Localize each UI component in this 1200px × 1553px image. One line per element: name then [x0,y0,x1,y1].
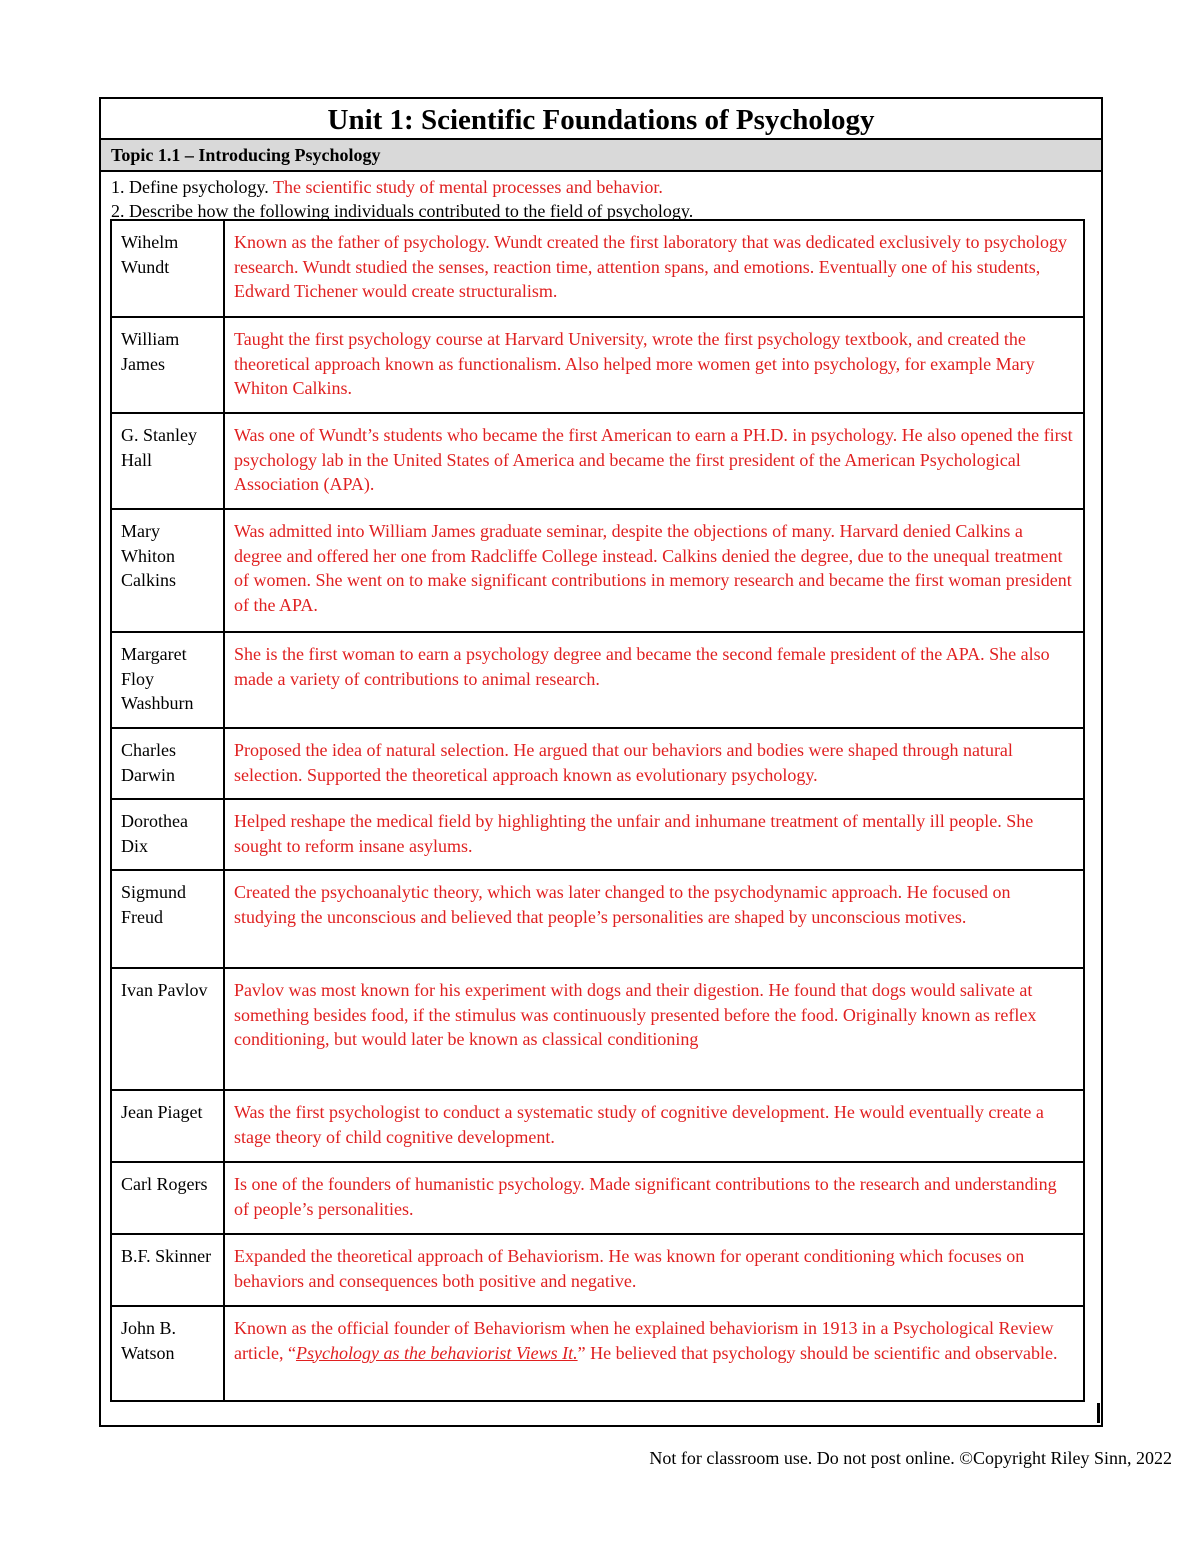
table-row [111,799,1084,870]
person-description: Was the first psychologist to conduct a systematic study of cognitive development. He would eventually create a stage theory of child cognitive development. [224,1090,1084,1162]
page-title: Unit 1: Scientific Foundations of Psychology [101,99,1101,140]
question-1-prompt: 1. Define psychology. [111,177,273,197]
question-2: 2. Describe how the following individuals contributed to the field of psychology. [111,201,694,221]
person-description: Proposed the idea of natural selection. He argued that our behaviors and bodies were shaped through natural selection. Supported the theoretical approach known as evolutionary psychology. [224,728,1084,799]
table-row [111,870,1084,968]
person-name: G. Stanley Hall [111,413,224,509]
contributors-table [110,219,1085,1402]
worksheet-frame [99,97,1103,1427]
table-row [111,728,1084,799]
person-description: She is the first woman to earn a psychology degree and became the second female president of the APA. She also made a variety of contributions to animal research. [224,632,1084,728]
person-name: Wihelm Wundt [111,220,224,317]
table-row [111,317,1084,413]
margin-mark [1097,1403,1100,1423]
article-title-link[interactable]: Psychology as the behaviorist Views It. [295,1342,578,1363]
person-name: Margaret Floy Washburn [111,632,224,728]
table-row [111,1162,1084,1234]
table-row [111,632,1084,728]
person-name: Jean Piaget [111,1090,224,1162]
table-row [111,413,1084,509]
person-name: Charles Darwin [111,728,224,799]
person-name: John B. Watson [111,1306,224,1401]
copyright-footer: Not for classroom use. Do not post online. ©Copyright Riley Sinn, 2022 [649,1448,1172,1468]
person-description: Was admitted into William James graduate seminar, despite the objections of many. Harvard denied Calkins a degree and offered her one from Radcliffe College instead. Calkins denied the degree, due to the unequal treatment of women. She went on to make significant contributions in memory research and became the first woman president of the APA. [224,509,1084,632]
table-row [111,1306,1084,1401]
person-name: Mary Whiton Calkins [111,509,224,632]
person-description: Created the psychoanalytic theory, which was later changed to the psychodynamic approach. He focused on studying the unconscious and believed that people’s personalities are shaped by unconscious motives. [224,870,1084,968]
person-name: Sigmund Freud [111,870,224,968]
person-description [224,1306,1084,1401]
table-row [111,968,1084,1090]
person-name: Carl Rogers [111,1162,224,1234]
person-description: Is one of the founders of humanistic psychology. Made significant contributions to the research and understanding of people’s personalities. [224,1162,1084,1234]
person-description: Was one of Wundt’s students who became the first American to earn a PH.D. in psychology. He also opened the first psychology lab in the United States of America and became the first president of the American Psychological Association (APA). [224,413,1084,509]
description-text: ” He believed that psychology should be scientific and observable. [577,1342,1058,1363]
person-description: Pavlov was most known for his experiment with dogs and their digestion. He found that dogs would salivate at something besides food, if the stimulus was continuously presented before the food. Originally known as reflex conditioning, but would later be known as classical conditioning [224,968,1084,1090]
person-name: B.F. Skinner [111,1234,224,1306]
person-name: Dorothea Dix [111,799,224,870]
table-row [111,509,1084,632]
question-1-answer: The scientific study of mental processes and behavior. [272,177,663,197]
description-text: Known as the official founder of Behaviorism when he explained behaviorism in 1913 in a Psychological Review article, “ [234,1318,1054,1363]
person-name: William James [111,317,224,413]
person-description: Taught the first psychology course at Harvard University, wrote the first psychology textbook, and created the theoretical approach known as functionalism. Also helped more women get into psychology, for example Mary Whiton Calkins. [224,317,1084,413]
table-row [111,1234,1084,1306]
person-description: Helped reshape the medical field by highlighting the unfair and inhumane treatment of mentally ill people. She sought to reform insane asylums. [224,799,1084,870]
table-row [111,220,1084,317]
topic-header: Topic 1.1 – Introducing Psychology [101,140,1101,172]
person-name: Ivan Pavlov [111,968,224,1090]
person-description: Known as the father of psychology. Wundt created the first laboratory that was dedicated exclusively to psychology research. Wundt studied the senses, reaction time, attention spans, and emotions. Eventually one of his students, Edward Tichener would create structuralism. [224,220,1084,317]
table-row [111,1090,1084,1162]
person-description: Expanded the theoretical approach of Behaviorism. He was known for operant conditioning which focuses on behaviors and consequences both positive and negative. [224,1234,1084,1306]
question-1 [101,175,1101,199]
